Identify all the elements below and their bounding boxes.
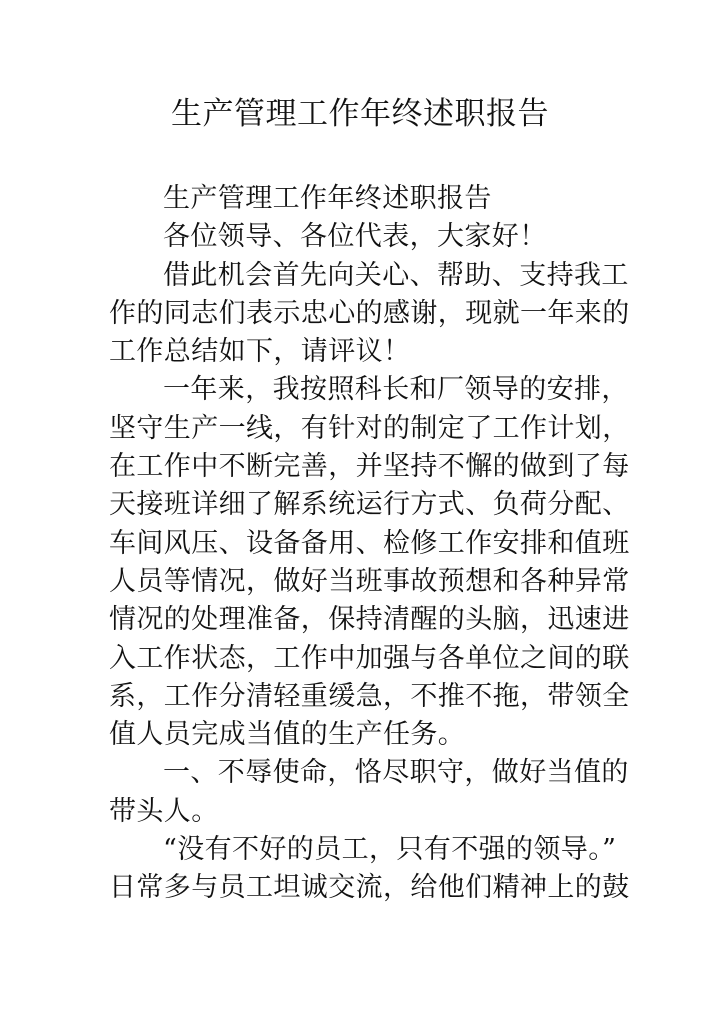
body-line: “没有不好的员工，只有不强的领导。” <box>163 834 617 866</box>
body-line: 情况的处理准备，保持清醒的头脑，迅速进 <box>109 604 630 636</box>
body-line: 车间风压、设备备用、检修工作安排和值班 <box>109 527 630 559</box>
body-line: 一、不辱使命，恪尽职守，做好当值的 <box>163 757 629 789</box>
document-body <box>109 180 630 908</box>
body-line: 各位领导、各位代表，大家好！ <box>163 221 547 253</box>
body-line: 借此机会首先向关心、帮助、支持我工 <box>163 259 629 291</box>
body-line: 工作总结如下，请评议！ <box>109 336 411 368</box>
body-line: 日常多与员工坦诚交流，给他们精神上的鼓 <box>109 872 630 904</box>
body-line: 作的同志们表示忠心的感谢，现就一年来的 <box>109 297 630 329</box>
body-line: 生产管理工作年终述职报告 <box>163 183 492 214</box>
body-line: 人员等情况，做好当班事故预想和各种异常 <box>109 565 630 597</box>
body-line: 天接班详细了解系统运行方式、负荷分配、 <box>109 489 630 521</box>
body-line: 值人员完成当值的生产任务。 <box>109 719 466 751</box>
body-line: 在工作中不断完善，并坚持不懈的做到了每 <box>109 451 630 483</box>
body-line: 系，工作分清轻重缓急，不推不拖，带领全 <box>109 680 630 712</box>
body-line: 入工作状态，工作中加强与各单位之间的联 <box>109 642 630 674</box>
body-line: 带头人。 <box>109 795 219 827</box>
document-title: 生产管理工作年终述职报告 <box>171 96 549 132</box>
body-line: 一年来，我按照科长和厂领导的安排， <box>163 374 629 406</box>
body-line: 坚守生产一线，有针对的制定了工作计划， <box>109 412 630 444</box>
